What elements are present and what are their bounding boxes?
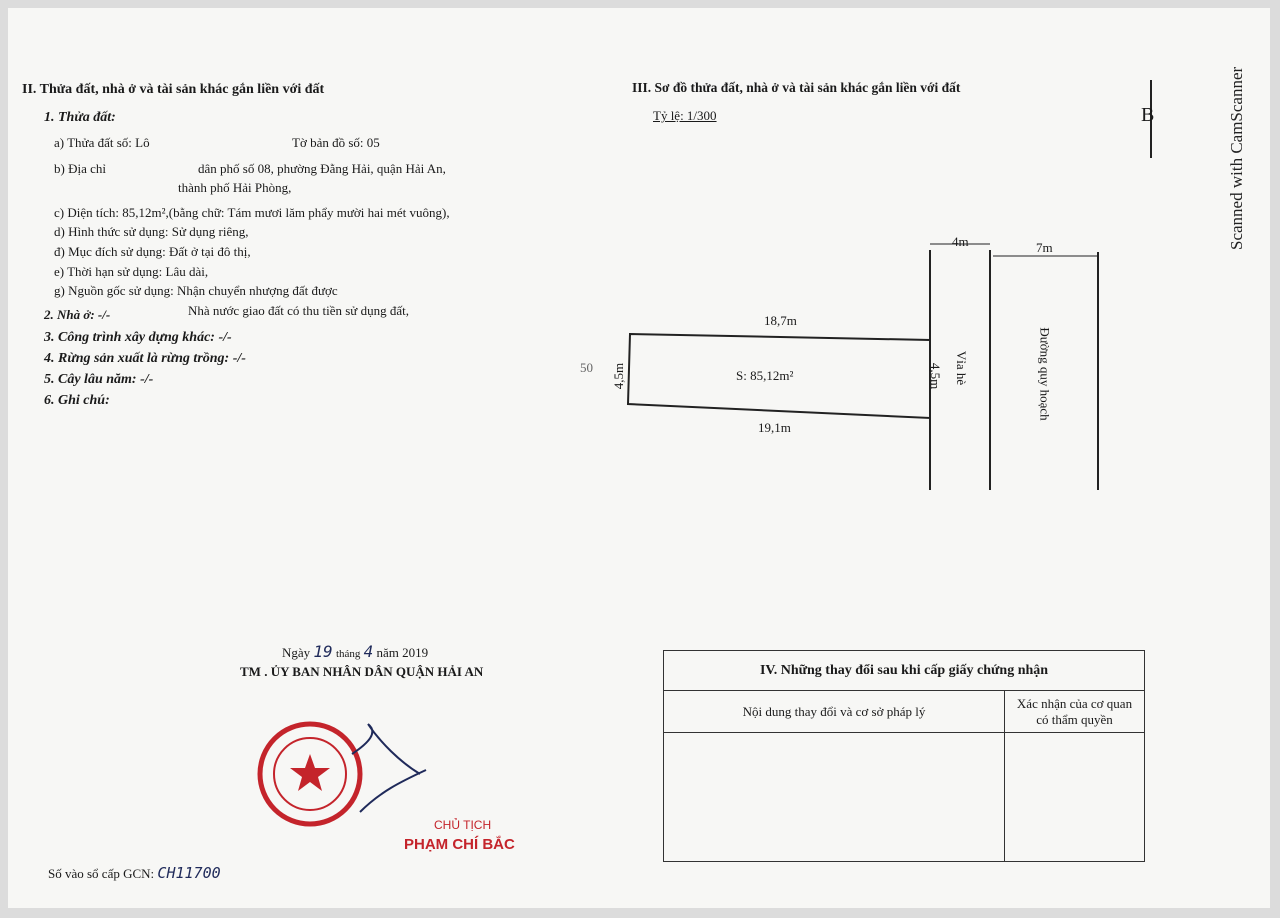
map-scale: Tỷ lệ: 1/300	[653, 108, 717, 123]
date-day: 19	[313, 642, 333, 661]
signer-title: CHỦ TỊCH	[434, 818, 492, 832]
perennial-item: 5. Cây lâu năm: -/-	[44, 372, 154, 387]
gcn-label: Số vào sổ cấp GCN:	[48, 866, 155, 881]
top-edge-length: 18,7m	[764, 313, 797, 328]
gcn-record	[48, 864, 221, 882]
date-prefix: Ngày	[282, 645, 311, 660]
usage-purpose: đ) Mục đích sử dụng: Đất ở tại đô thị,	[54, 244, 251, 259]
empty-change-cell	[664, 733, 1005, 862]
issue-date	[282, 642, 428, 661]
forest-item: 4. Rừng sản xuất là rừng trồng: -/-	[44, 351, 246, 366]
right-edge-length: 4,5m	[928, 362, 944, 390]
official-stamp	[250, 712, 440, 842]
usage-form: d) Hình thức sử dụng: Sử dụng riêng,	[54, 224, 249, 239]
origin-line-2: Nhà nước giao đất có thu tiền sử dụng đất,	[188, 303, 409, 318]
parcel-number: a) Thửa đất số: Lô	[54, 135, 150, 150]
side-mark: 50	[580, 360, 593, 375]
column-change-content: Nội dung thay đổi và cơ sở pháp lý	[664, 691, 1005, 733]
sidewalk-label: Vỉa hè	[954, 350, 970, 386]
sidewalk-width: 4m	[952, 234, 969, 249]
house-item: 2. Nhà ở: -/-	[44, 307, 111, 322]
column-authority-line-1: Xác nhận của cơ quan	[1016, 695, 1133, 711]
area-line: c) Diện tích: 85,12m²,(bằng chữ: Tám mươi lăm phẩy mười hai mét vuông),	[54, 205, 450, 220]
issuing-authority: TM . ỦY BAN NHÂN DÂN QUẬN HẢI AN	[240, 664, 484, 679]
column-authority-line-2: có thẩm quyền	[1036, 711, 1113, 727]
section-3-title: III. Sơ đồ thửa đất, nhà ở và tài sản khác gắn liền với đất	[632, 80, 961, 95]
plot-diagram	[600, 230, 1140, 500]
address-label: b) Địa chỉ	[54, 161, 106, 176]
other-works-item: 3. Công trình xây dựng khác: -/-	[44, 330, 232, 345]
section-2-title: II. Thửa đất, nhà ở và tài sản khác gắn liền với đất	[22, 82, 325, 97]
date-year: năm 2019	[376, 645, 429, 660]
date-month-label: tháng	[335, 648, 361, 660]
empty-confirmation-cell	[1005, 733, 1145, 862]
bottom-edge-length: 19,1m	[758, 420, 791, 435]
land-heading: 1. Thửa đất:	[44, 110, 116, 125]
signer-name: PHẠM CHÍ BẮC	[404, 836, 515, 853]
address-line-2: thành phố Hải Phòng,	[178, 180, 292, 195]
origin-line-1: g) Nguồn gốc sử dụng: Nhận chuyển nhượng đất được	[54, 283, 338, 298]
gcn-number: CH11700	[157, 864, 221, 882]
camscanner-watermark: Scanned with CamScanner	[1227, 66, 1246, 250]
changes-table	[663, 650, 1145, 862]
date-month: 4	[363, 642, 374, 661]
notes-item: 6. Ghi chú:	[44, 393, 110, 408]
address-line-1: dân phố số 08, phường Đằng Hải, quận Hải An,	[198, 161, 446, 176]
road-label: Đường quy hoạch	[1037, 327, 1053, 421]
usage-term: e) Thời hạn sử dụng: Lâu dài,	[54, 264, 209, 279]
north-letter: B	[1141, 104, 1155, 126]
road-width: 7m	[1036, 240, 1053, 255]
section-4-title: IV. Những thay đổi sau khi cấp giấy chứng nhận	[664, 651, 1145, 691]
plot-area-label: S: 85,12m²	[736, 368, 794, 383]
map-sheet: Tờ bản đồ số: 05	[292, 135, 380, 150]
left-edge-length: 4,5m	[611, 362, 627, 390]
column-authority-confirmation	[1005, 691, 1145, 733]
